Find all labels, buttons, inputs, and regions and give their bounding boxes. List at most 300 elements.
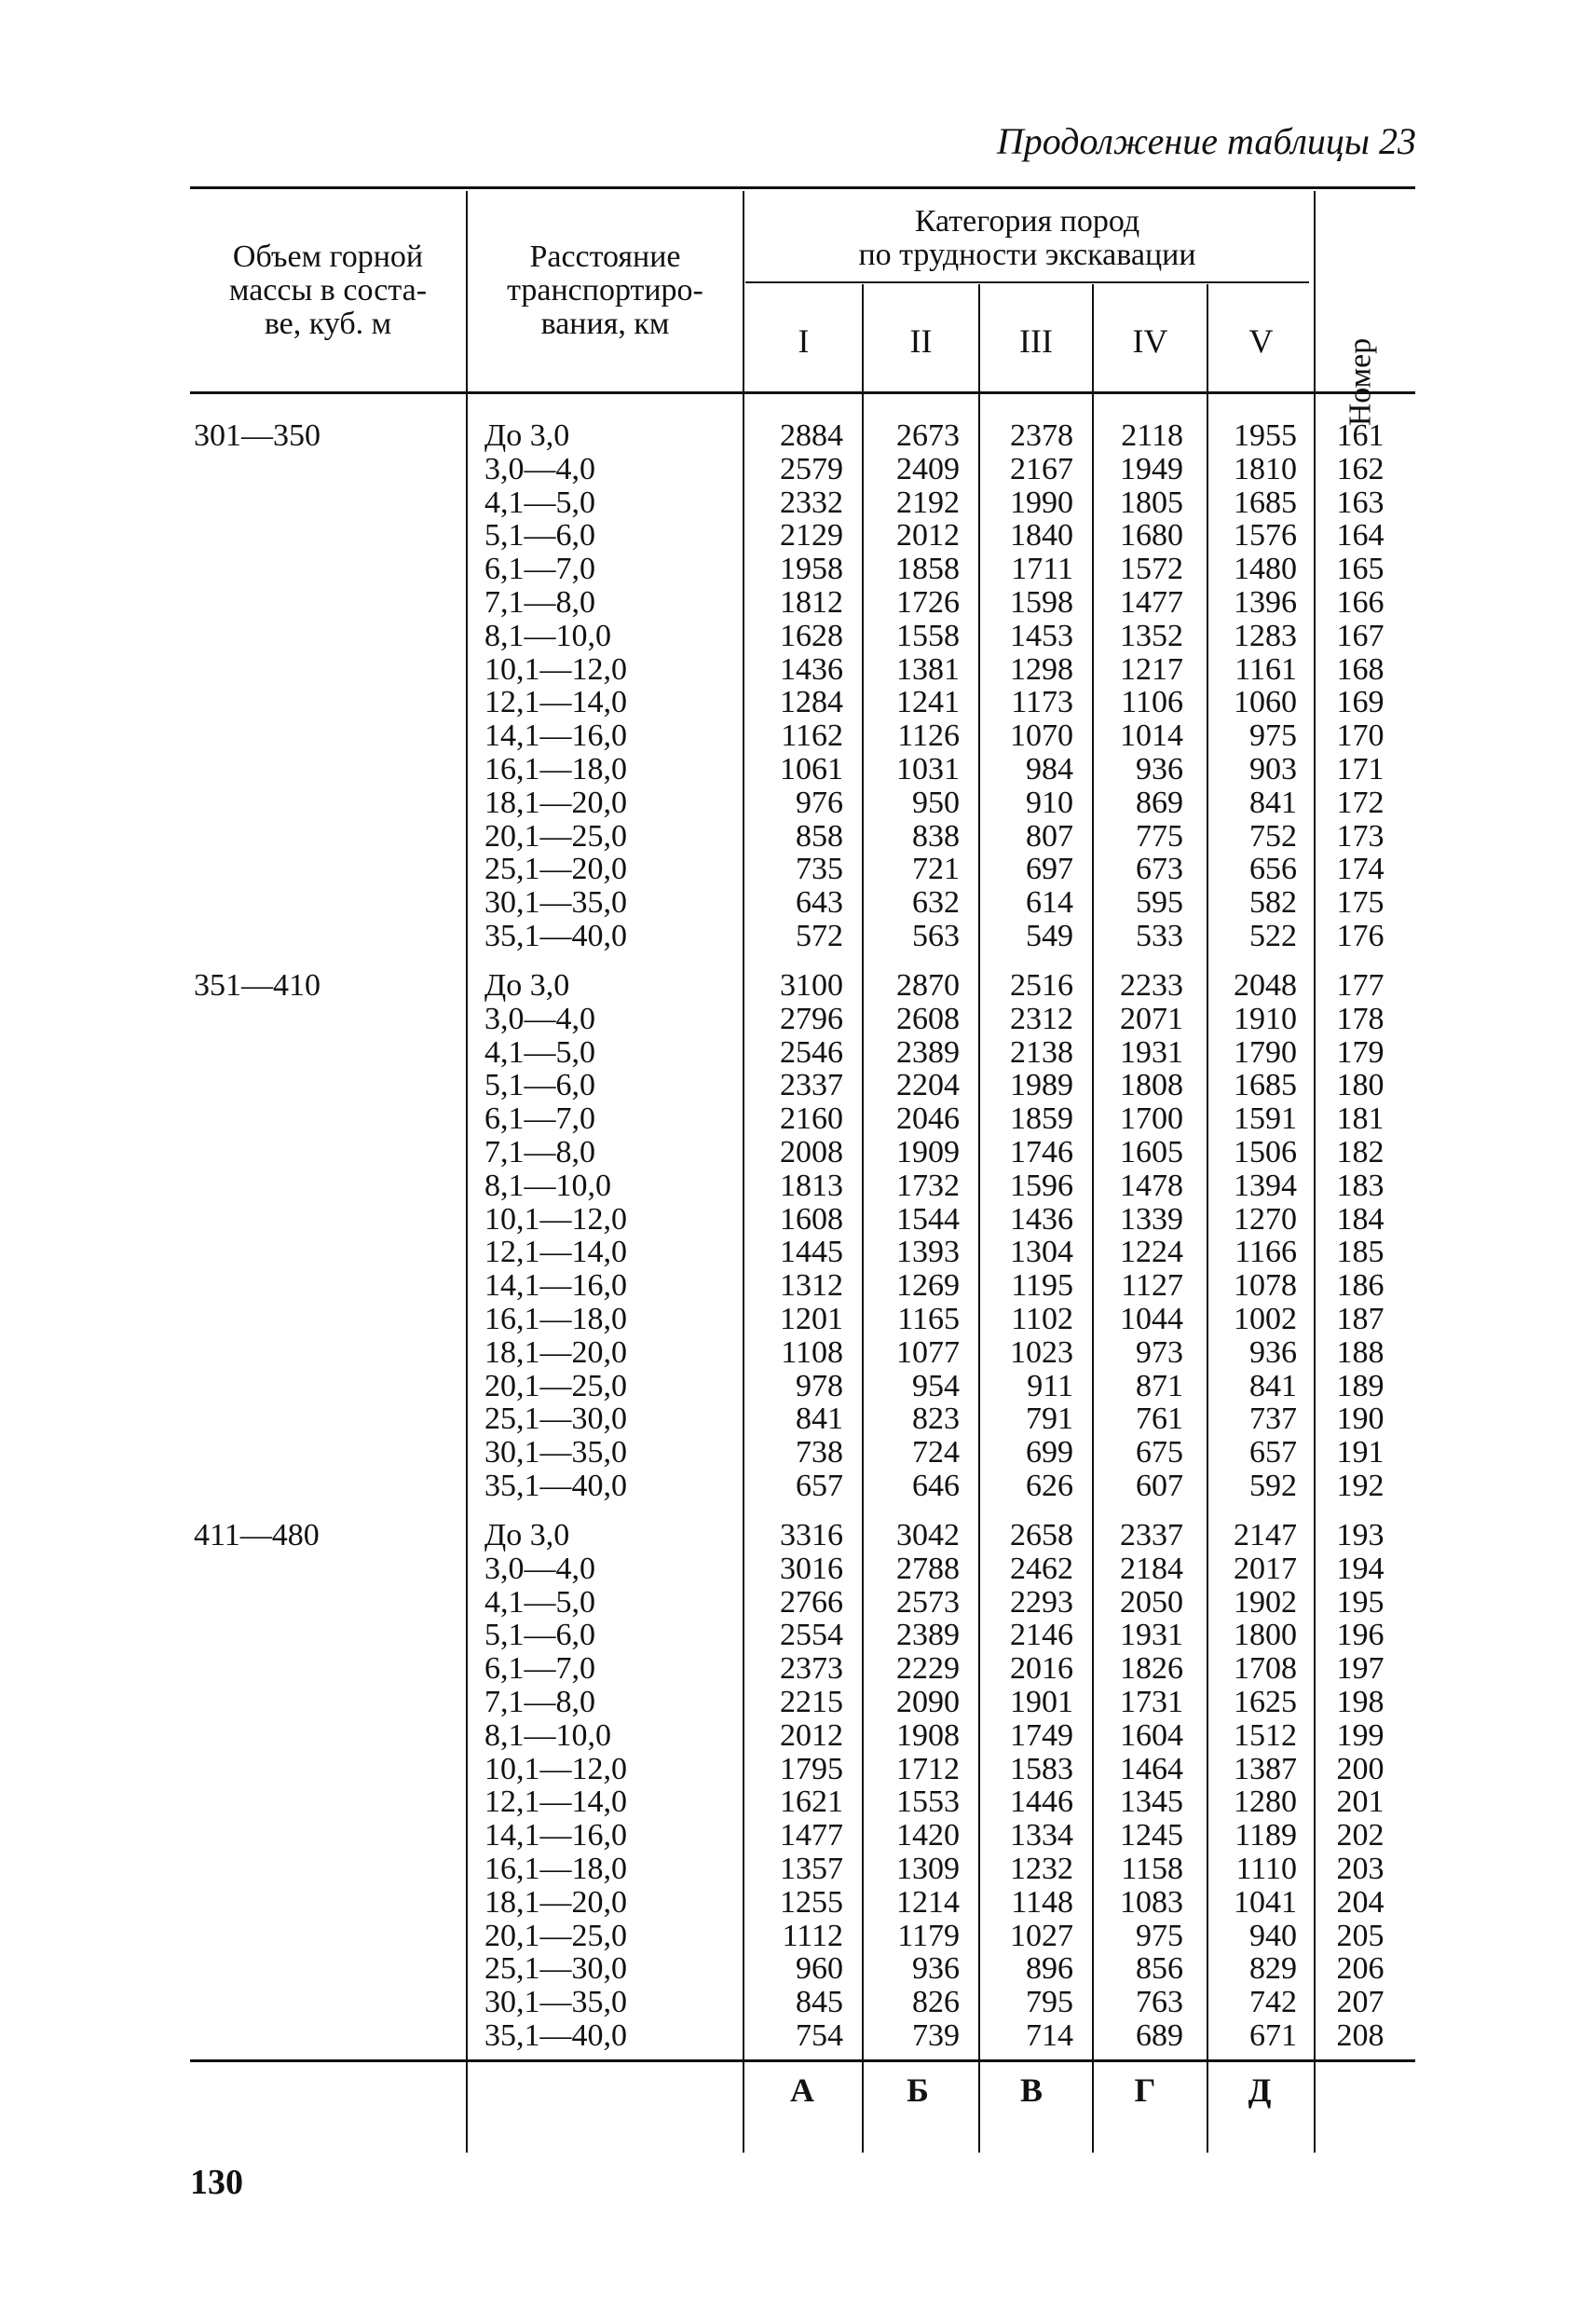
value-cell: 2766 — [780, 1584, 843, 1620]
number-cell: 186 — [1336, 1268, 1385, 1304]
distance-cell: 14,1—16,0 — [484, 1268, 627, 1304]
distance-cell: 20,1—25,0 — [484, 1918, 627, 1953]
value-cell: 657 — [796, 1469, 843, 1503]
value-cell: 1158 — [1121, 1852, 1183, 1886]
distance-cell: 20,1—25,0 — [484, 818, 627, 854]
number-cell: 201 — [1336, 1785, 1385, 1820]
number-cell: 184 — [1336, 1201, 1385, 1237]
value-cell: 2389 — [896, 1618, 960, 1653]
value-cell: 673 — [1136, 852, 1183, 887]
number-cell: 188 — [1336, 1334, 1385, 1370]
value-cell: 1680 — [1120, 518, 1183, 554]
header-category: Категория пород по трудности экскавации — [858, 204, 1196, 272]
value-cell: 2233 — [1120, 968, 1183, 1003]
distance-cell: 6,1—7,0 — [484, 1651, 595, 1687]
header-category-3: III — [1019, 322, 1053, 360]
table-row — [0, 1619, 1596, 1652]
value-cell: 1352 — [1120, 618, 1183, 653]
value-cell: 1023 — [1010, 1334, 1073, 1370]
table-row — [0, 886, 1596, 920]
footer-letter-4: Г — [1134, 2072, 1156, 2109]
table-row — [0, 1436, 1596, 1470]
value-cell: 960 — [796, 1951, 843, 1987]
value-cell: 973 — [1136, 1334, 1183, 1370]
header-category-1: I — [798, 322, 810, 360]
header-category-5: V — [1248, 322, 1274, 360]
number-cell: 196 — [1336, 1618, 1385, 1653]
volume-label: 301—350 — [194, 418, 321, 453]
distance-cell: 4,1—5,0 — [484, 485, 595, 520]
value-cell: 975 — [1249, 718, 1297, 754]
value-cell: 1061 — [780, 752, 843, 786]
distance-cell: 25,1—20,0 — [484, 852, 627, 887]
number-cell: 205 — [1336, 1918, 1385, 1953]
value-cell: 1014 — [1120, 718, 1183, 754]
number-cell: 173 — [1336, 818, 1385, 854]
number-cell: 189 — [1336, 1368, 1385, 1403]
table-row — [0, 453, 1596, 486]
value-cell: 2090 — [896, 1685, 960, 1719]
footer-letter-1: А — [790, 2072, 814, 2109]
value-cell: 1106 — [1121, 685, 1183, 720]
value-cell: 1195 — [1011, 1268, 1073, 1304]
table-row — [0, 653, 1596, 687]
value-cell: 910 — [1026, 785, 1073, 820]
value-cell: 1436 — [780, 651, 843, 687]
value-cell: 858 — [796, 818, 843, 854]
distance-cell: До 3,0 — [484, 418, 570, 453]
number-cell: 164 — [1336, 518, 1385, 554]
value-cell: 2160 — [780, 1101, 843, 1137]
value-cell: 3016 — [780, 1551, 843, 1586]
number-cell: 192 — [1336, 1469, 1385, 1503]
value-cell: 807 — [1026, 818, 1073, 854]
table-row — [0, 1236, 1596, 1269]
value-cell: 1512 — [1234, 1717, 1297, 1753]
value-cell: 1685 — [1234, 485, 1297, 520]
value-cell: 1148 — [1011, 1884, 1073, 1920]
distance-cell: 6,1—7,0 — [484, 1101, 595, 1137]
value-cell: 1394 — [1234, 1168, 1297, 1203]
distance-cell: 8,1—10,0 — [484, 1168, 611, 1203]
number-cell: 203 — [1336, 1852, 1385, 1886]
table-row — [0, 1069, 1596, 1102]
table-row — [0, 1552, 1596, 1586]
number-cell: 208 — [1336, 2018, 1385, 2053]
value-cell: 1858 — [896, 552, 960, 587]
distance-cell: 6,1—7,0 — [484, 552, 595, 587]
value-cell: 911 — [1027, 1368, 1073, 1403]
value-cell: 841 — [1249, 785, 1297, 820]
value-cell: 699 — [1026, 1435, 1073, 1470]
value-cell: 1102 — [1011, 1302, 1073, 1336]
table-row — [0, 1819, 1596, 1853]
distance-cell: До 3,0 — [484, 968, 570, 1003]
value-cell: 829 — [1249, 1951, 1297, 1987]
value-cell: 1179 — [897, 1918, 960, 1953]
table-row — [0, 1853, 1596, 1886]
distance-cell: 7,1—8,0 — [484, 1685, 595, 1719]
number-cell: 198 — [1336, 1685, 1385, 1719]
value-cell: 1283 — [1234, 618, 1297, 653]
number-cell: 161 — [1336, 418, 1385, 453]
number-cell: 202 — [1336, 1818, 1385, 1853]
value-cell: 2071 — [1120, 1001, 1183, 1036]
value-cell: 2573 — [896, 1584, 960, 1620]
number-cell: 170 — [1336, 718, 1385, 754]
value-cell: 1002 — [1234, 1302, 1297, 1336]
value-cell: 2884 — [780, 418, 843, 453]
value-cell: 2462 — [1010, 1551, 1073, 1586]
table-row — [0, 586, 1596, 620]
value-cell: 1173 — [1011, 685, 1073, 720]
value-cell: 1312 — [780, 1268, 843, 1304]
value-cell: 1232 — [1010, 1852, 1073, 1886]
value-cell: 1334 — [1010, 1818, 1073, 1853]
value-cell: 1840 — [1010, 518, 1073, 554]
number-cell: 190 — [1336, 1402, 1385, 1437]
value-cell: 1078 — [1234, 1268, 1297, 1304]
distance-cell: 14,1—16,0 — [484, 1818, 627, 1853]
table-row — [0, 786, 1596, 820]
value-cell: 1625 — [1234, 1685, 1297, 1719]
header-distance: Расстояние транспортиро- вания, км — [507, 239, 703, 341]
value-cell: 1808 — [1120, 1068, 1183, 1103]
number-cell: 200 — [1336, 1751, 1385, 1786]
number-cell: 206 — [1336, 1951, 1385, 1987]
value-cell: 2796 — [780, 1001, 843, 1036]
value-cell: 1795 — [780, 1751, 843, 1786]
value-cell: 1224 — [1120, 1235, 1183, 1270]
value-cell: 742 — [1249, 1985, 1297, 2020]
table-row — [0, 969, 1596, 1003]
value-cell: 984 — [1026, 752, 1073, 786]
value-cell: 656 — [1249, 852, 1297, 887]
distance-cell: 5,1—6,0 — [484, 1068, 595, 1103]
header-volume: Объем горной массы в соста- ве, куб. м — [228, 239, 428, 341]
header-bottom-rule — [190, 391, 1415, 394]
value-cell: 975 — [1136, 1918, 1183, 1953]
value-cell: 1749 — [1010, 1717, 1073, 1753]
value-cell: 632 — [912, 885, 960, 921]
value-cell: 2147 — [1234, 1518, 1297, 1552]
value-cell: 1446 — [1010, 1785, 1073, 1820]
value-cell: 1544 — [896, 1201, 960, 1237]
value-cell: 896 — [1026, 1951, 1073, 1987]
number-cell: 182 — [1336, 1135, 1385, 1169]
value-cell: 1269 — [896, 1268, 960, 1304]
distance-cell: 12,1—14,0 — [484, 685, 627, 720]
value-cell: 2046 — [896, 1101, 960, 1137]
value-cell: 2184 — [1120, 1551, 1183, 1586]
value-cell: 791 — [1026, 1402, 1073, 1437]
value-cell: 1445 — [780, 1235, 843, 1270]
table-row — [0, 853, 1596, 886]
value-cell: 1162 — [781, 718, 843, 754]
value-cell: 775 — [1136, 818, 1183, 854]
table-row — [0, 1719, 1596, 1753]
value-cell: 1949 — [1120, 451, 1183, 486]
value-cell: 752 — [1249, 818, 1297, 854]
table-row — [0, 1102, 1596, 1136]
value-cell: 976 — [796, 785, 843, 820]
value-cell: 2192 — [896, 485, 960, 520]
value-cell: 2129 — [780, 518, 843, 554]
number-cell: 176 — [1336, 919, 1385, 953]
number-cell: 180 — [1336, 1068, 1385, 1103]
distance-cell: 30,1—35,0 — [484, 885, 627, 921]
value-cell: 1628 — [780, 618, 843, 653]
table-row — [0, 753, 1596, 786]
value-cell: 1396 — [1234, 585, 1297, 620]
value-cell: 2138 — [1010, 1034, 1073, 1070]
value-cell: 737 — [1249, 1402, 1297, 1437]
number-cell: 194 — [1336, 1551, 1385, 1586]
table-row — [0, 1336, 1596, 1370]
table-row — [0, 1753, 1596, 1786]
value-cell: 1931 — [1120, 1034, 1183, 1070]
value-cell: 1241 — [896, 685, 960, 720]
value-cell: 1604 — [1120, 1717, 1183, 1753]
value-cell: 1309 — [896, 1852, 960, 1886]
value-cell: 1731 — [1120, 1685, 1183, 1719]
footer-letter-3: В — [1019, 2072, 1043, 2109]
value-cell: 738 — [796, 1435, 843, 1470]
value-cell: 2373 — [780, 1651, 843, 1687]
value-cell: 1902 — [1234, 1584, 1297, 1620]
table-row — [0, 920, 1596, 953]
distance-cell: 35,1—40,0 — [484, 1469, 627, 1503]
distance-cell: 12,1—14,0 — [484, 1235, 627, 1270]
value-cell: 1060 — [1234, 685, 1297, 720]
value-cell: 1711 — [1011, 552, 1073, 587]
value-cell: 2118 — [1121, 418, 1183, 453]
table-row — [0, 1470, 1596, 1503]
value-cell: 1453 — [1010, 618, 1073, 653]
distance-cell: 16,1—18,0 — [484, 752, 627, 786]
value-cell: 1041 — [1234, 1884, 1297, 1920]
value-cell: 1583 — [1010, 1751, 1073, 1786]
table-row — [0, 719, 1596, 753]
table-row — [0, 1303, 1596, 1336]
footer-letter-2: Б — [907, 2072, 929, 2109]
value-cell: 795 — [1026, 1985, 1073, 2020]
table-row — [0, 1586, 1596, 1620]
value-cell: 1127 — [1121, 1268, 1183, 1304]
number-cell: 175 — [1336, 885, 1385, 921]
value-cell: 1387 — [1234, 1751, 1297, 1786]
number-cell: 204 — [1336, 1884, 1385, 1920]
value-cell: 845 — [796, 1985, 843, 2020]
value-cell: 1908 — [896, 1717, 960, 1753]
value-cell: 1112 — [782, 1918, 843, 1953]
table-row — [0, 620, 1596, 653]
value-cell: 646 — [912, 1469, 960, 1503]
value-cell: 572 — [796, 919, 843, 953]
distance-cell: 3,0—4,0 — [484, 1001, 595, 1036]
distance-cell: 18,1—20,0 — [484, 785, 627, 820]
value-cell: 1201 — [780, 1302, 843, 1336]
table-bottom-rule — [190, 2059, 1415, 2062]
value-cell: 2293 — [1010, 1584, 1073, 1620]
value-cell: 1558 — [896, 618, 960, 653]
distance-cell: 35,1—40,0 — [484, 2018, 627, 2053]
value-cell: 2312 — [1010, 1001, 1073, 1036]
value-cell: 1591 — [1234, 1101, 1297, 1137]
distance-cell: 30,1—35,0 — [484, 1435, 627, 1470]
number-cell: 185 — [1336, 1235, 1385, 1270]
value-cell: 2389 — [896, 1034, 960, 1070]
value-cell: 2516 — [1010, 968, 1073, 1003]
value-cell: 838 — [912, 818, 960, 854]
value-cell: 1700 — [1120, 1101, 1183, 1137]
value-cell: 675 — [1136, 1435, 1183, 1470]
number-cell: 169 — [1336, 685, 1385, 720]
number-cell: 197 — [1336, 1651, 1385, 1687]
page-number: 130 — [190, 2163, 243, 2202]
value-cell: 940 — [1249, 1918, 1297, 1953]
distance-cell: 14,1—16,0 — [484, 718, 627, 754]
table-row — [0, 1652, 1596, 1686]
table-row — [0, 1402, 1596, 1436]
value-cell: 2332 — [780, 485, 843, 520]
value-cell: 841 — [796, 1402, 843, 1437]
value-cell: 1339 — [1120, 1201, 1183, 1237]
value-cell: 1126 — [897, 718, 960, 754]
distance-cell: 16,1—18,0 — [484, 1302, 627, 1336]
value-cell: 1165 — [897, 1302, 960, 1336]
value-cell: 3042 — [896, 1518, 960, 1552]
distance-cell: 3,0—4,0 — [484, 451, 595, 486]
value-cell: 3100 — [780, 968, 843, 1003]
value-cell: 1083 — [1120, 1884, 1183, 1920]
value-cell: 978 — [796, 1368, 843, 1403]
table-row — [0, 1370, 1596, 1403]
distance-cell: 12,1—14,0 — [484, 1785, 627, 1820]
table-row — [0, 1169, 1596, 1203]
value-cell: 1284 — [780, 685, 843, 720]
table-row — [0, 1986, 1596, 2019]
distance-cell: 18,1—20,0 — [484, 1884, 627, 1920]
value-cell: 1031 — [896, 752, 960, 786]
number-cell: 174 — [1336, 852, 1385, 887]
value-cell: 2016 — [1010, 1651, 1073, 1687]
value-cell: 1214 — [896, 1884, 960, 1920]
value-cell: 614 — [1026, 885, 1073, 921]
value-cell: 549 — [1026, 919, 1073, 953]
value-cell: 1161 — [1235, 651, 1297, 687]
value-cell: 2546 — [780, 1034, 843, 1070]
number-cell: 171 — [1336, 752, 1385, 786]
value-cell: 643 — [796, 885, 843, 921]
value-cell: 954 — [912, 1368, 960, 1403]
value-cell: 1480 — [1234, 552, 1297, 587]
distance-cell: 5,1—6,0 — [484, 1618, 595, 1653]
value-cell: 689 — [1136, 2018, 1183, 2053]
value-cell: 1909 — [896, 1135, 960, 1169]
number-cell: 172 — [1336, 785, 1385, 820]
value-cell: 1708 — [1234, 1651, 1297, 1687]
value-cell: 1245 — [1120, 1818, 1183, 1853]
value-cell: 563 — [912, 919, 960, 953]
value-cell: 1044 — [1120, 1302, 1183, 1336]
number-cell: 178 — [1336, 1001, 1385, 1036]
distance-cell: До 3,0 — [484, 1518, 570, 1552]
table-row — [0, 686, 1596, 719]
value-cell: 856 — [1136, 1951, 1183, 1987]
number-cell: 187 — [1336, 1302, 1385, 1336]
value-cell: 1621 — [780, 1785, 843, 1820]
value-cell: 2579 — [780, 451, 843, 486]
value-cell: 1826 — [1120, 1651, 1183, 1687]
table-row — [0, 1686, 1596, 1719]
value-cell: 1420 — [896, 1818, 960, 1853]
value-cell: 2204 — [896, 1068, 960, 1103]
value-cell: 2215 — [780, 1685, 843, 1719]
value-cell: 1712 — [896, 1751, 960, 1786]
table-row — [0, 1269, 1596, 1303]
value-cell: 1790 — [1234, 1034, 1297, 1070]
value-cell: 1553 — [896, 1785, 960, 1820]
number-cell: 163 — [1336, 485, 1385, 520]
number-cell: 199 — [1336, 1717, 1385, 1753]
header-category-4: IV — [1132, 322, 1168, 360]
table-row — [0, 519, 1596, 553]
value-cell: 936 — [1249, 1334, 1297, 1370]
value-cell: 522 — [1249, 919, 1297, 953]
distance-cell: 10,1—12,0 — [484, 1751, 627, 1786]
distance-cell: 7,1—8,0 — [484, 1135, 595, 1169]
value-cell: 724 — [912, 1435, 960, 1470]
value-cell: 1732 — [896, 1168, 960, 1203]
value-cell: 721 — [912, 852, 960, 887]
value-cell: 2554 — [780, 1618, 843, 1653]
table-caption: Продолжение таблицы 23 — [996, 120, 1416, 162]
distance-cell: 30,1—35,0 — [484, 1985, 627, 2020]
volume-label: 411—480 — [194, 1518, 320, 1552]
value-cell: 2788 — [896, 1551, 960, 1586]
value-cell: 1270 — [1234, 1201, 1297, 1237]
value-cell: 823 — [912, 1402, 960, 1437]
value-cell: 2608 — [896, 1001, 960, 1036]
value-cell: 1805 — [1120, 485, 1183, 520]
distance-cell: 18,1—20,0 — [484, 1334, 627, 1370]
distance-cell: 10,1—12,0 — [484, 1201, 627, 1237]
value-cell: 582 — [1249, 885, 1297, 921]
header-category-2: II — [909, 322, 933, 360]
table-row — [0, 1785, 1596, 1819]
value-cell: 1572 — [1120, 552, 1183, 587]
value-cell: 1189 — [1235, 1818, 1297, 1853]
value-cell: 1726 — [896, 585, 960, 620]
value-cell: 2008 — [780, 1135, 843, 1169]
value-cell: 1685 — [1234, 1068, 1297, 1103]
distance-cell: 25,1—30,0 — [484, 1951, 627, 1987]
value-cell: 1955 — [1234, 418, 1297, 453]
value-cell: 1477 — [1120, 585, 1183, 620]
value-cell: 2146 — [1010, 1618, 1073, 1653]
value-cell: 1357 — [780, 1852, 843, 1886]
value-cell: 1990 — [1010, 485, 1073, 520]
value-cell: 763 — [1136, 1985, 1183, 2020]
value-cell: 1989 — [1010, 1068, 1073, 1103]
table-row — [0, 553, 1596, 586]
value-cell: 1108 — [781, 1334, 843, 1370]
value-cell: 2658 — [1010, 1518, 1073, 1552]
value-cell: 1345 — [1120, 1785, 1183, 1820]
value-cell: 936 — [1136, 752, 1183, 786]
table-row — [0, 1003, 1596, 1036]
